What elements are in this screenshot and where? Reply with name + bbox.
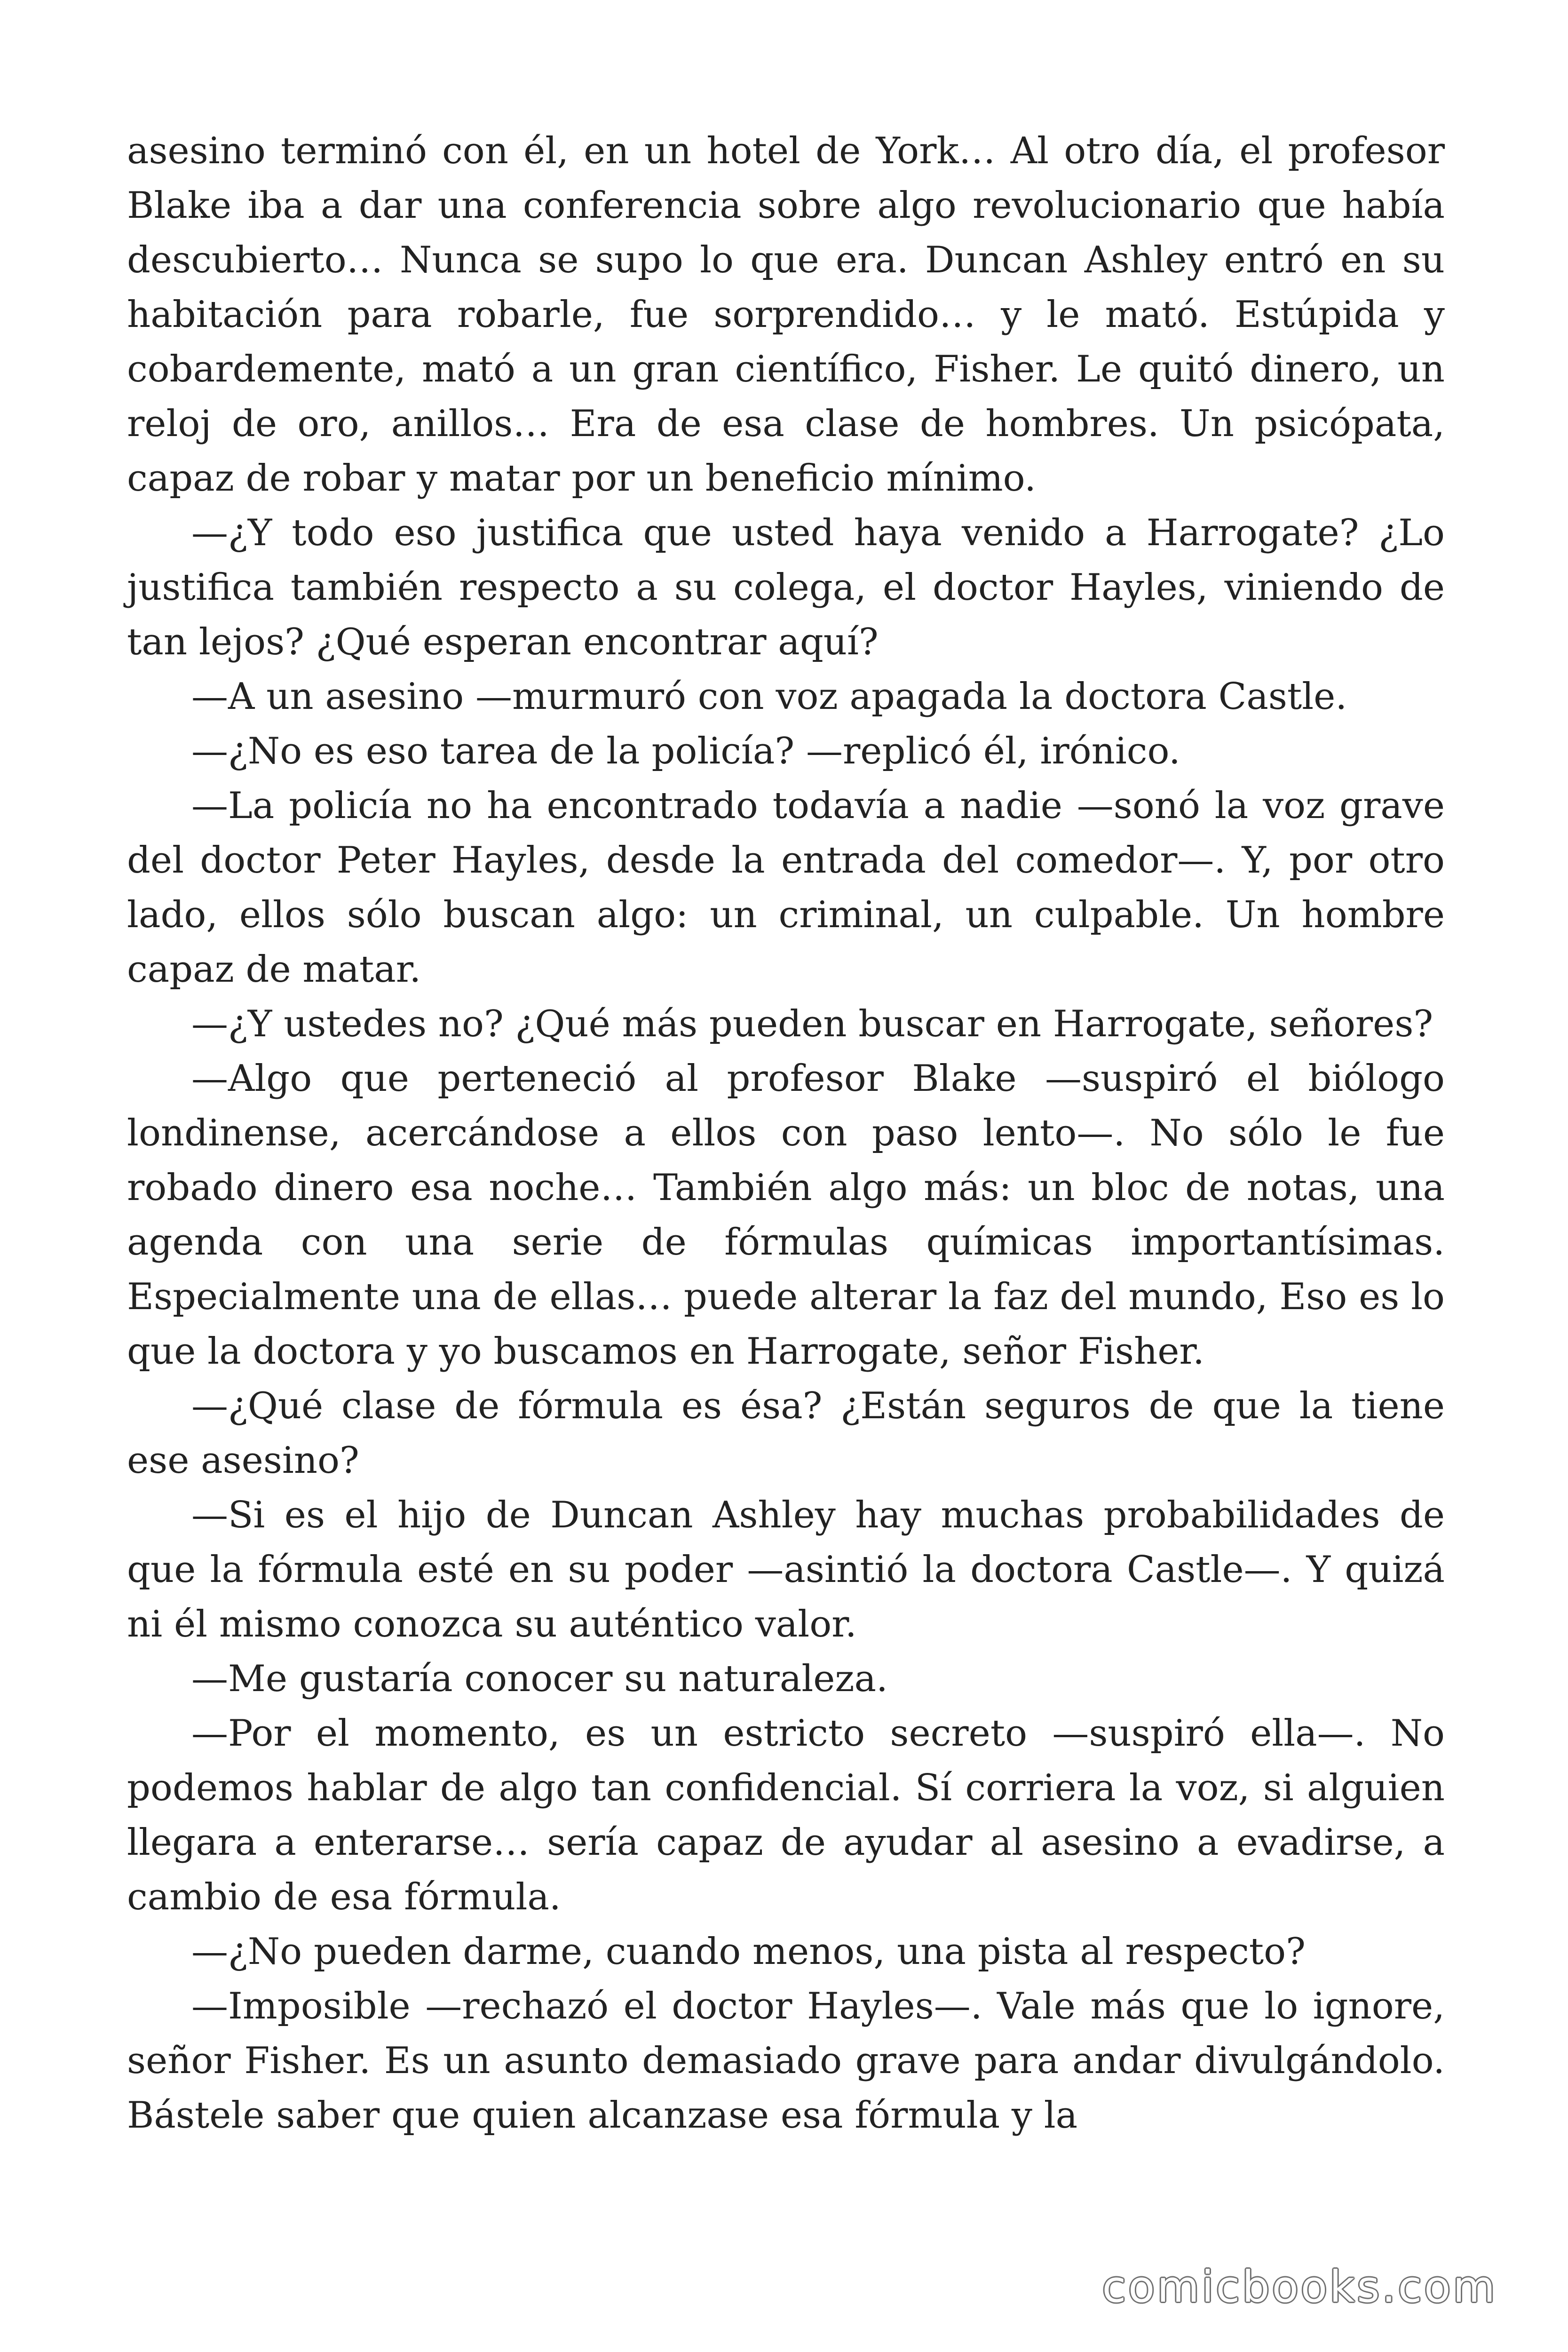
paragraph-1: asesino terminó con él, en un hotel de York… Al otro día, el profesor Blake iba a dar una conferencia sobre algo revolucionario que había descubierto… Nunca se supo lo que era. Duncan Ashley entró en su habitación para robarle, fue sorprendido… y le mató. Estúpida y cobardemente, mató a un gran científico, Fisher. Le quitó dinero, un reloj de oro, anillos… Era de esa clase de hombres. Un psicópata, capaz de robar y matar por un beneficio mínimo. (127, 130, 1445, 500)
paragraph-4: —¿No es eso tarea de la policía? —replicó él, irónico. (191, 730, 1180, 772)
paragraph-7: —Algo que perteneció al profesor Blake —suspiró el biólogo londinense, acercándose a ellos con paso lento—. No sólo le fue robado dinero esa noche… También algo más: un bloc de notas, una agenda con una serie de fórmulas químicas importantísimas. Especialmente una de ellas… puede alterar la faz del mundo, Eso es lo que la doctora y yo buscamos en Harrogate, señor Fisher. (127, 1057, 1445, 1373)
paragraph-13: —Imposible —rechazó el doctor Hayles—. Vale más que lo ignore, señor Fisher. Es un asunto demasiado grave para andar divulgándolo. Bástele saber que quien alcanzase esa fórmula y la (127, 1985, 1445, 2137)
paragraph-3: —A un asesino —murmuró con voz apagada la doctora Castle. (191, 675, 1347, 718)
paragraph-12: —¿No pueden darme, cuando menos, una pista al respecto? (191, 1931, 1306, 1973)
page-body-text (127, 124, 1445, 2143)
paragraph-2: —¿Y todo eso justifica que usted haya venido a Harrogate? ¿Lo justifica también respecto a su colega, el doctor Hayles, viniendo de tan lejos? ¿Qué esperan encontrar aquí? (127, 512, 1445, 663)
paragraph-10: —Me gustaría conocer su naturaleza. (191, 1658, 888, 1700)
watermark-logo: comicbooks.com (1102, 2262, 1497, 2312)
paragraph-8: —¿Qué clase de fórmula es ésa? ¿Están seguros de que la tiene ese asesino? (127, 1385, 1445, 1482)
paragraph-6: —¿Y ustedes no? ¿Qué más pueden buscar en Harrogate, señores? (191, 1003, 1433, 1045)
paragraph-9: —Si es el hijo de Duncan Ashley hay muchas probabilidades de que la fórmula esté en su poder —asintió la doctora Castle—. Y quizá ni él mismo conozca su auténtico valor. (127, 1494, 1445, 1645)
paragraph-11: —Por el momento, es un estricto secreto —suspiró ella—. No podemos hablar de algo tan confidencial. Sí corriera la voz, si alguien llegara a enterarse… sería capaz de ayudar al asesino a evadirse, a cambio de esa fórmula. (127, 1712, 1445, 1918)
paragraph-5: —La policía no ha encontrado todavía a nadie —sonó la voz grave del doctor Peter Hayles, desde la entrada del comedor—. Y, por otro lado, ellos sólo buscan algo: un criminal, un culpable. Un hombre capaz de matar. (127, 785, 1445, 991)
